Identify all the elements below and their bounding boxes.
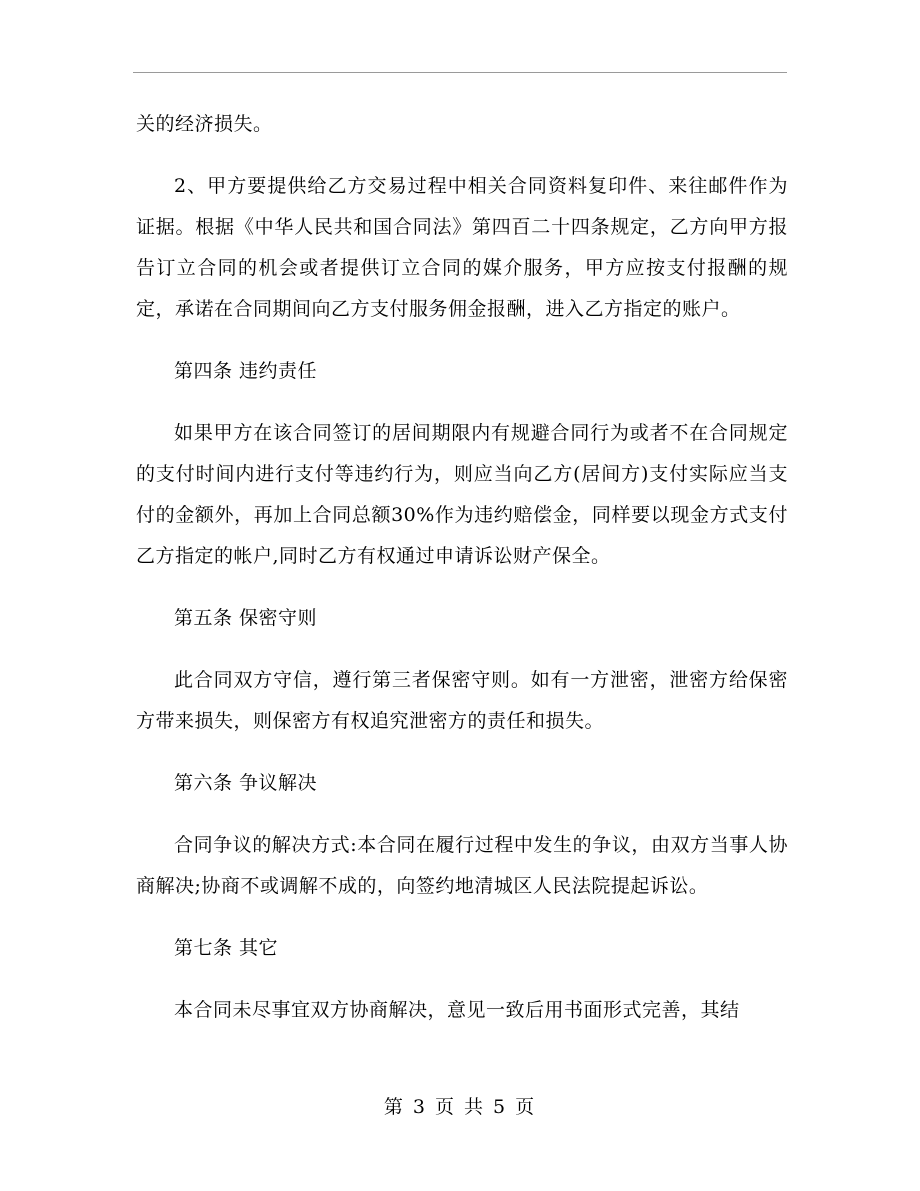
paragraph-evidence-clause: 2、甲方要提供给乙方交易过程中相关合同资料复印件、来往邮件作为证据。根据《中华人民共和国合同法》第四百二十四条规定，乙方向甲方报告订立合同的机会或者提供订立合同的媒介服务，甲方应按支付报酬的规定，承诺在合同期间向乙方支付服务佣金报酬，进入乙方指定的账户。 bbox=[136, 175, 788, 320]
page-number-footer: 第 3 页 共 5 页 bbox=[383, 1096, 537, 1118]
paragraph-continuation: 关的经济损失。 bbox=[136, 113, 273, 135]
paragraph-confidentiality: 此合同双方守信，遵行第三者保密守则。如有一方泄密，泄密方给保密方带来损失，则保密方有权追究泄密方的责任和损失。 bbox=[136, 669, 788, 732]
heading-article-7: 第七条 其它 bbox=[174, 937, 279, 959]
paragraph-breach-liability: 如果甲方在该合同签订的居间期限内有规避合同行为或者不在合同规定的支付时间内进行支付等违约行为，则应当向乙方(居间方)支付实际应当支付的金额外，再加上合同总额30%作为违约赔偿金，同样要以现金方式支付乙方指定的帐户,同时乙方有权通过申请诉讼财产保全。 bbox=[136, 422, 788, 567]
heading-article-4: 第四条 违约责任 bbox=[174, 360, 318, 382]
paragraph-other-terms: 本合同未尽事宜双方协商解决，意见一致后用书面形式完善，其结 bbox=[174, 999, 740, 1021]
header-rule bbox=[133, 72, 787, 73]
paragraph-dispute-resolution: 合同争议的解决方式:本合同在履行过程中发生的争议，由双方当事人协商解决;协商不或调解不成的，向签约地清城区人民法院提起诉讼。 bbox=[136, 834, 788, 897]
document-body bbox=[136, 104, 788, 1031]
heading-article-6: 第六条 争议解决 bbox=[174, 772, 318, 794]
heading-article-5: 第五条 保密守则 bbox=[174, 607, 318, 629]
